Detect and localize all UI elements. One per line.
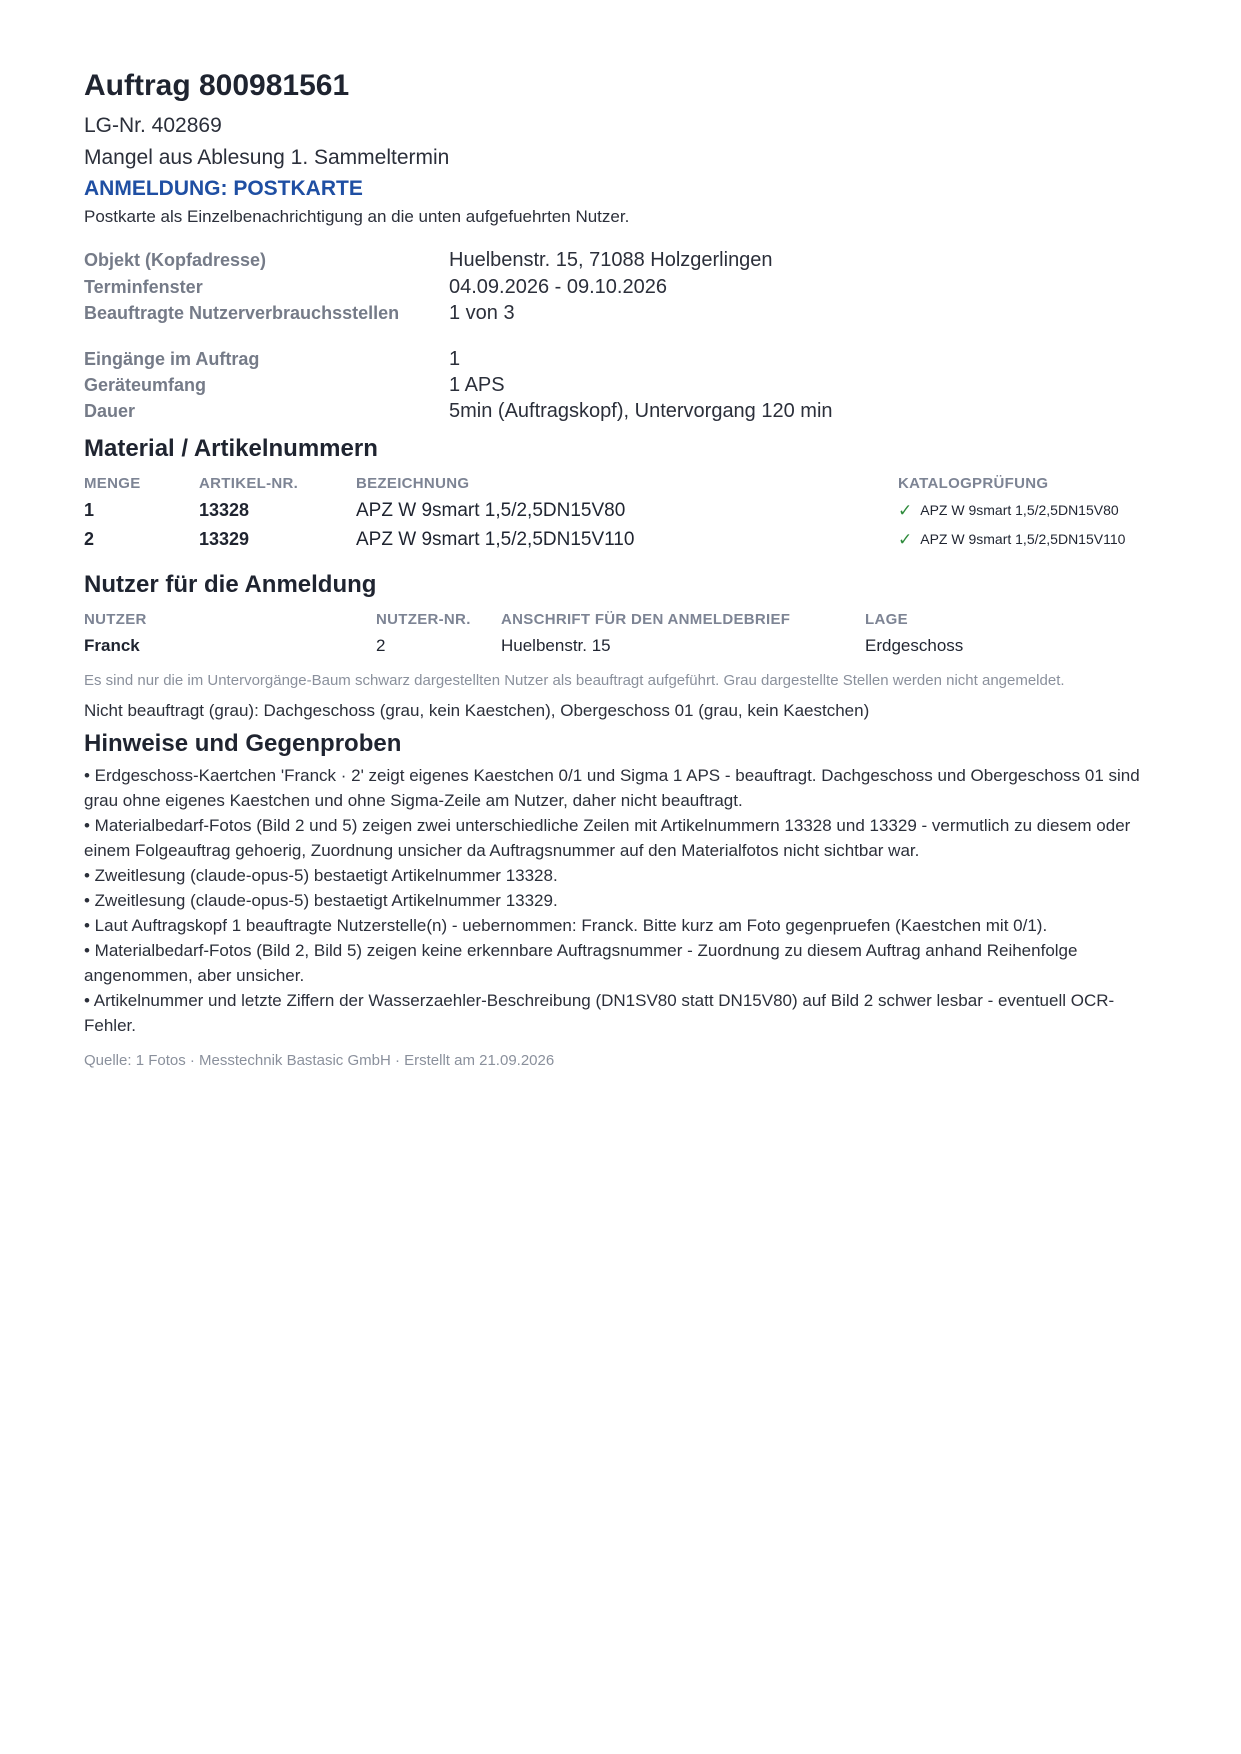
users-table xyxy=(84,608,1157,660)
description-cell: APZ W 9smart 1,5/2,5DN15V110 xyxy=(356,529,635,550)
material-table xyxy=(84,472,1157,554)
user-floor-cell: Erdgeschoss xyxy=(865,636,964,655)
registration-description: Postkarte als Einzelbenachrichtigung an die unten aufgefuehrten Nutzer. xyxy=(84,207,630,226)
checkmark-icon: ✓ xyxy=(898,501,913,520)
info-value: 1 xyxy=(449,348,461,370)
quantity-cell: 1 xyxy=(84,500,95,520)
article-number-cell: 13329 xyxy=(199,529,250,549)
table-row xyxy=(84,496,1157,525)
info-value: 04.09.2026 - 09.10.2026 xyxy=(449,276,667,298)
source-footer: Quelle: 1 Fotos · Messtechnik Bastasic GmbH · Erstellt am 21.09.2026 xyxy=(84,1052,555,1069)
hint-item: • Zweitlesung (claude-opus-5) bestaetigt Artikelnummer 13328. xyxy=(84,866,558,885)
info-key: Objekt (Kopfadresse) xyxy=(84,250,267,270)
hint-item: • Materialbedarf-Fotos (Bild 2 und 5) zeigen zwei unterschiedliche Zeilen mit Artikelnummern 13328 und 13329 - vermutlich zu diesem oder einem Folgeauftrag gehoerig, Zuordnung unsicher da Auftragsnummer auf den Materialfotos nicht sichtbar war. xyxy=(84,816,1131,860)
info-value: 1 APS xyxy=(449,374,505,396)
info-key: Eingänge im Auftrag xyxy=(84,349,260,369)
order-info-list xyxy=(84,246,1157,423)
hint-item: • Artikelnummer und letzte Ziffern der Wasserzaehler-Beschreibung (DN1SV80 statt DN15V80) auf Bild 2 schwer lesbar - eventuell OCR-Fehler. xyxy=(84,991,1115,1035)
hint-item: • Erdgeschoss-Kaertchen 'Franck · 2' zeigt eigenes Kaestchen 0/1 und Sigma 1 APS - beauftragt. Dachgeschoss und Obergeschoss 01 sind grau ohne eigenes Kaestchen und ohne Sigma-Zeile am Nutzer, daher nicht beauftragt. xyxy=(84,766,1140,810)
column-header: BEZEICHNUNG xyxy=(356,475,470,492)
catalog-check-cell xyxy=(898,496,1157,525)
catalog-check-cell xyxy=(898,525,1157,554)
info-row-device-scope xyxy=(84,371,1157,397)
column-header: ARTIKEL-NR. xyxy=(199,475,299,492)
info-row-duration xyxy=(84,397,1157,423)
info-row-object xyxy=(84,246,1157,273)
column-header: ANSCHRIFT FÜR DEN ANMELDEBRIEF xyxy=(501,611,791,628)
info-row-entrances xyxy=(84,345,1157,371)
hints-list xyxy=(84,763,1157,1038)
column-header: NUTZER xyxy=(84,611,147,628)
material-table-header xyxy=(84,472,1157,496)
column-header: NUTZER-NR. xyxy=(376,611,471,628)
hint-item: • Materialbedarf-Fotos (Bild 2, Bild 5) zeigen keine erkennbare Auftragsnummer - Zuordnung zu diesem Auftrag anhand Reihenfolge angenommen, aber unsicher. xyxy=(84,941,1078,985)
registration-type: ANMELDUNG: POSTKARTE xyxy=(84,177,363,200)
users-section-title: Nutzer für die Anmeldung xyxy=(84,571,377,598)
info-value: 5min (Auftragskopf), Untervorgang 120 min xyxy=(449,400,833,422)
info-value: 1 von 3 xyxy=(449,302,515,324)
info-key: Terminfenster xyxy=(84,277,203,297)
column-header: MENGE xyxy=(84,475,141,492)
users-note: Es sind nur die im Untervorgänge-Baum schwarz dargestellten Nutzer als beauftragt aufgeführt. Grau dargestellte Stellen werden nicht angemeldet. xyxy=(84,672,1065,689)
order-reason: Mangel aus Ablesung 1. Sammeltermin xyxy=(84,146,450,169)
table-row xyxy=(84,525,1157,554)
user-address-cell: Huelbenstr. 15 xyxy=(501,636,611,655)
user-number-cell: 2 xyxy=(376,636,386,655)
info-key: Beauftragte Nutzerverbrauchsstellen xyxy=(84,303,400,323)
column-header: LAGE xyxy=(865,611,908,628)
info-key: Geräteumfang xyxy=(84,375,207,395)
info-key: Dauer xyxy=(84,401,136,421)
page-title: Auftrag 800981561 xyxy=(84,69,350,102)
table-row xyxy=(84,632,1157,660)
article-number-cell: 13328 xyxy=(199,500,250,520)
hint-item: • Zweitlesung (claude-opus-5) bestaetigt Artikelnummer 13329. xyxy=(84,891,558,910)
catalog-match-text: APZ W 9smart 1,5/2,5DN15V80 xyxy=(920,502,1119,518)
column-header: KATALOGPRÜFUNG xyxy=(898,475,1049,492)
hint-item: • Laut Auftragskopf 1 beauftragte Nutzerstelle(n) - uebernommen: Franck. Bitte kurz am Foto gegenpruefen (Kaestchen mit 0/1). xyxy=(84,916,1048,935)
quantity-cell: 2 xyxy=(84,529,95,549)
not-assigned-line: Nicht beauftragt (grau): Dachgeschoss (grau, kein Kaestchen), Obergeschoss 01 (grau, kein Kaestchen) xyxy=(84,701,870,720)
description-cell: APZ W 9smart 1,5/2,5DN15V80 xyxy=(356,500,626,521)
lg-number: LG-Nr. 402869 xyxy=(84,114,222,137)
checkmark-icon: ✓ xyxy=(898,530,913,549)
info-row-appointment-window xyxy=(84,273,1157,299)
users-table-header xyxy=(84,608,1157,632)
material-section-title: Material / Artikelnummern xyxy=(84,435,378,462)
catalog-match-text: APZ W 9smart 1,5/2,5DN15V110 xyxy=(920,531,1126,547)
info-row-assigned-points xyxy=(84,299,1157,345)
catalog-check-value xyxy=(898,496,1119,525)
hints-section-title: Hinweise und Gegenproben xyxy=(84,730,402,757)
catalog-check-value xyxy=(898,525,1125,554)
info-value: Huelbenstr. 15, 71088 Holzgerlingen xyxy=(449,249,773,271)
user-name-cell: Franck xyxy=(84,636,140,655)
